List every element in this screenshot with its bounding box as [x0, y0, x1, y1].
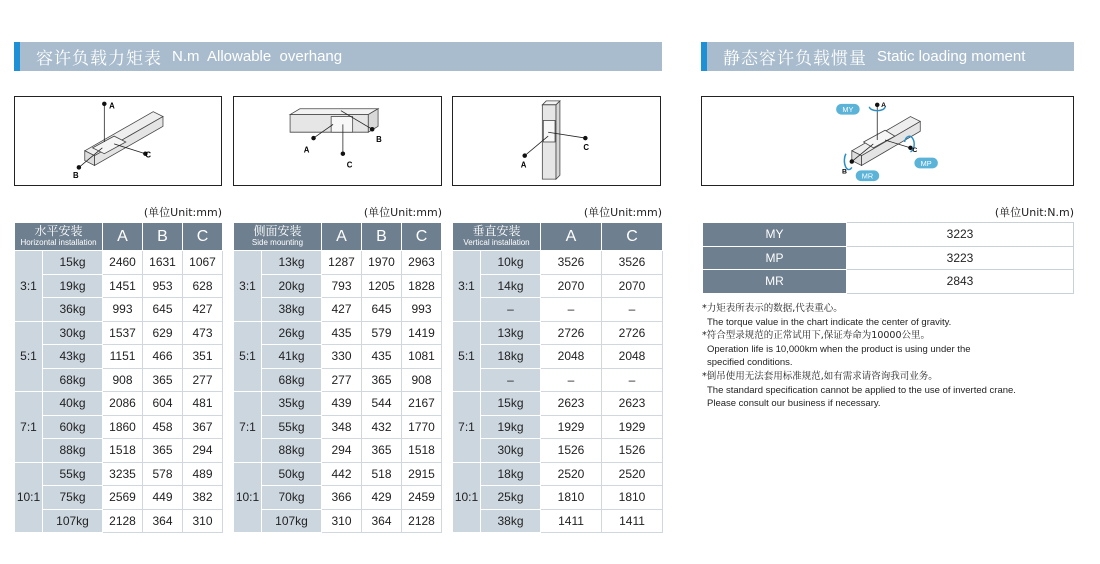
installation-title-en: Vertical installation	[463, 238, 530, 247]
moment-row	[703, 223, 1074, 247]
label-b: B	[73, 171, 79, 181]
value-cell: 993	[103, 298, 143, 322]
value-cell: 348	[322, 415, 362, 439]
value-cell: 449	[143, 486, 183, 510]
value-cell: 310	[183, 509, 223, 533]
value-cell: 1970	[362, 251, 402, 275]
load-cell: 107kg	[262, 509, 322, 533]
value-cell: 458	[143, 415, 183, 439]
label-a: A	[109, 101, 115, 111]
table-row	[15, 486, 223, 510]
table-row	[234, 392, 442, 416]
value-cell: 1081	[402, 345, 442, 369]
value-cell: 2460	[103, 251, 143, 275]
table-row	[234, 321, 442, 345]
table-row	[453, 509, 663, 533]
column-header: A	[103, 223, 143, 251]
label-b: B	[842, 168, 847, 176]
value-cell: 365	[143, 368, 183, 392]
value-cell: 1810	[541, 486, 602, 510]
value-cell: 365	[362, 439, 402, 463]
table-row	[15, 345, 223, 369]
allowable-overhang-header	[14, 42, 662, 71]
static-moment-diagram	[701, 96, 1074, 186]
value-cell: –	[602, 298, 663, 322]
value-cell: 367	[183, 415, 223, 439]
column-header: A	[322, 223, 362, 251]
label-c: C	[583, 142, 590, 152]
value-cell: 628	[183, 274, 223, 298]
table-row	[15, 392, 223, 416]
table-row	[453, 392, 663, 416]
value-cell: 1770	[402, 415, 442, 439]
table-row	[15, 298, 223, 322]
static-moment-table	[702, 222, 1074, 294]
load-cell: 75kg	[43, 486, 103, 510]
table-row	[234, 251, 442, 275]
notes-block	[702, 302, 1082, 411]
value-cell: 2915	[402, 462, 442, 486]
table-row	[453, 274, 663, 298]
value-cell: 1631	[143, 251, 183, 275]
value-cell: 1451	[103, 274, 143, 298]
value-cell: 277	[322, 368, 362, 392]
value-cell: 2726	[541, 321, 602, 345]
table-row	[15, 251, 223, 275]
value-cell: 1526	[602, 439, 663, 463]
moment-row	[703, 246, 1074, 270]
value-cell: 1411	[602, 509, 663, 533]
value-cell: 364	[143, 509, 183, 533]
value-cell: 351	[183, 345, 223, 369]
note-line: Please consult our business if necessary.	[707, 398, 881, 410]
value-cell: 2048	[602, 345, 663, 369]
value-cell: 427	[183, 298, 223, 322]
value-cell: 1828	[402, 274, 442, 298]
moment-module-illustration	[702, 97, 1073, 185]
value-cell: 2048	[541, 345, 602, 369]
column-header: C	[402, 223, 442, 251]
table-row	[15, 415, 223, 439]
reduction-ratio-cell: 7:1	[15, 392, 43, 463]
value-cell: 2726	[602, 321, 663, 345]
value-cell: 1537	[103, 321, 143, 345]
load-cell: 55kg	[262, 415, 322, 439]
value-cell: 330	[322, 345, 362, 369]
table-row	[234, 486, 442, 510]
load-cell: 13kg	[262, 251, 322, 275]
value-cell: 1067	[183, 251, 223, 275]
table-row	[453, 368, 663, 392]
value-cell: 953	[143, 274, 183, 298]
side-mounting-diagram	[233, 96, 442, 186]
value-cell: 2520	[602, 462, 663, 486]
value-cell: –	[541, 368, 602, 392]
table-row	[15, 439, 223, 463]
header-accent-bar	[14, 42, 20, 71]
vertical-installation-diagram	[452, 96, 661, 186]
moment-key: MY	[703, 223, 847, 247]
load-cell: 107kg	[43, 509, 103, 533]
value-cell: 2623	[541, 392, 602, 416]
load-cell: 18kg	[481, 345, 541, 369]
label-a: A	[520, 160, 527, 170]
value-cell: 1860	[103, 415, 143, 439]
value-cell: 489	[183, 462, 223, 486]
reduction-ratio-cell: 3:1	[453, 251, 481, 322]
reduction-ratio-cell: 5:1	[234, 321, 262, 392]
value-cell: 277	[183, 368, 223, 392]
side-module-illustration	[234, 97, 441, 185]
installation-title-cn: 侧面安装	[253, 224, 302, 238]
table-row	[453, 439, 663, 463]
reduction-ratio-cell: 3:1	[15, 251, 43, 322]
load-cell: –	[481, 298, 541, 322]
load-cell: 55kg	[43, 462, 103, 486]
value-cell: 439	[322, 392, 362, 416]
load-cell: 19kg	[43, 274, 103, 298]
header-accent-bar	[701, 42, 707, 71]
label-c: C	[145, 150, 152, 160]
value-cell: 466	[143, 345, 183, 369]
moment-value: 2843	[847, 270, 1074, 294]
table-row	[15, 368, 223, 392]
column-header: B	[143, 223, 183, 251]
table-row	[234, 439, 442, 463]
load-cell: 15kg	[43, 251, 103, 275]
value-cell: 578	[143, 462, 183, 486]
table-row	[453, 321, 663, 345]
vertical-installation-table	[452, 222, 663, 533]
note-line: The standard specification cannot be applied to the use of inverted crane.	[707, 384, 1016, 396]
value-cell: 993	[402, 298, 442, 322]
table-row	[453, 486, 663, 510]
label-a: A	[881, 101, 887, 109]
my-badge: MY	[842, 105, 854, 115]
load-cell: 10kg	[481, 251, 541, 275]
value-cell: 1419	[402, 321, 442, 345]
load-cell: 41kg	[262, 345, 322, 369]
side-mounting-table	[233, 222, 442, 533]
installation-title-en: Side mounting	[251, 238, 304, 247]
table-header-row	[15, 223, 223, 251]
label-c: C	[346, 160, 353, 170]
note-line: specified conditions.	[707, 357, 793, 369]
table-row	[453, 415, 663, 439]
value-cell: 2128	[402, 509, 442, 533]
reduction-ratio-cell: 7:1	[234, 392, 262, 463]
load-cell: 40kg	[43, 392, 103, 416]
note-line: *倒吊使用无法套用标准规范,如有需求请咨询我司业务。	[702, 370, 938, 382]
moment-key: MR	[703, 270, 847, 294]
value-cell: 2167	[402, 392, 442, 416]
installation-title-cn: 水平安装	[34, 224, 83, 238]
load-cell: 25kg	[481, 486, 541, 510]
value-cell: 364	[362, 509, 402, 533]
mp-badge: MP	[920, 158, 932, 168]
value-cell: –	[541, 298, 602, 322]
value-cell: 382	[183, 486, 223, 510]
value-cell: 579	[362, 321, 402, 345]
note-line: Operation life is 10,000km when the product is using under the	[707, 343, 971, 355]
load-cell: 88kg	[43, 439, 103, 463]
table-row	[453, 462, 663, 486]
load-cell: 26kg	[262, 321, 322, 345]
table-header-row	[234, 223, 442, 251]
load-cell: 20kg	[262, 274, 322, 298]
value-cell: 1518	[402, 439, 442, 463]
load-cell: 38kg	[481, 509, 541, 533]
header-title-cn: 静态容许负载惯量	[723, 49, 867, 69]
load-cell: 30kg	[481, 439, 541, 463]
reduction-ratio-cell: 10:1	[15, 462, 43, 533]
value-cell: 435	[322, 321, 362, 345]
load-cell: 36kg	[43, 298, 103, 322]
value-cell: –	[602, 368, 663, 392]
value-cell: 629	[143, 321, 183, 345]
load-cell: 43kg	[43, 345, 103, 369]
value-cell: 3526	[602, 251, 663, 275]
value-cell: 1287	[322, 251, 362, 275]
load-cell: 13kg	[481, 321, 541, 345]
load-cell: 15kg	[481, 392, 541, 416]
value-cell: 310	[322, 509, 362, 533]
value-cell: 366	[322, 486, 362, 510]
horizontal-module-illustration	[15, 97, 221, 185]
header-title-en: Static loading moment	[877, 48, 1026, 65]
value-cell: 2070	[602, 274, 663, 298]
table-row	[234, 509, 442, 533]
load-cell: 30kg	[43, 321, 103, 345]
value-cell: 481	[183, 392, 223, 416]
table-header-row	[453, 223, 663, 251]
load-cell: 18kg	[481, 462, 541, 486]
horizontal-installation-table	[14, 222, 223, 533]
column-header: C	[602, 223, 663, 251]
load-cell: 88kg	[262, 439, 322, 463]
load-cell: 14kg	[481, 274, 541, 298]
value-cell: 518	[362, 462, 402, 486]
value-cell: 793	[322, 274, 362, 298]
column-header: B	[362, 223, 402, 251]
value-cell: 435	[362, 345, 402, 369]
table-row	[234, 274, 442, 298]
value-cell: 365	[143, 439, 183, 463]
value-cell: 2520	[541, 462, 602, 486]
value-cell: 1810	[602, 486, 663, 510]
column-header: A	[541, 223, 602, 251]
installation-title	[453, 223, 541, 251]
table-row	[15, 509, 223, 533]
value-cell: 294	[183, 439, 223, 463]
table-row	[15, 462, 223, 486]
value-cell: 442	[322, 462, 362, 486]
moment-value: 3223	[847, 223, 1074, 247]
installation-title	[15, 223, 103, 251]
load-cell: 60kg	[43, 415, 103, 439]
vertical-module-illustration	[453, 97, 660, 185]
value-cell: 544	[362, 392, 402, 416]
static-moment-header	[701, 42, 1074, 71]
reduction-ratio-cell: 7:1	[453, 392, 481, 463]
value-cell: 2963	[402, 251, 442, 275]
table-row	[453, 298, 663, 322]
value-cell: 432	[362, 415, 402, 439]
table-row	[234, 368, 442, 392]
note-line: The torque value in the chart indicate the center of gravity.	[707, 316, 952, 328]
value-cell: 1929	[602, 415, 663, 439]
value-cell: 2623	[602, 392, 663, 416]
value-cell: 908	[103, 368, 143, 392]
load-cell: –	[481, 368, 541, 392]
value-cell: 365	[362, 368, 402, 392]
unit-label: (单位Unit:mm)	[363, 206, 442, 219]
table-row	[234, 298, 442, 322]
value-cell: 1526	[541, 439, 602, 463]
moment-row	[703, 270, 1074, 294]
unit-label: (单位Unit:mm)	[583, 206, 662, 219]
unit-label: (单位Unit:N.m)	[994, 206, 1074, 219]
value-cell: 1205	[362, 274, 402, 298]
reduction-ratio-cell: 5:1	[15, 321, 43, 392]
value-cell: 294	[322, 439, 362, 463]
value-cell: 1518	[103, 439, 143, 463]
reduction-ratio-cell: 3:1	[234, 251, 262, 322]
value-cell: 2128	[103, 509, 143, 533]
moment-key: MP	[703, 246, 847, 270]
mr-badge: MR	[861, 171, 874, 181]
load-cell: 68kg	[262, 368, 322, 392]
load-cell: 70kg	[262, 486, 322, 510]
moment-value: 3223	[847, 246, 1074, 270]
load-cell: 19kg	[481, 415, 541, 439]
header-title-cn: 容许负载力矩表	[36, 49, 162, 69]
value-cell: 1929	[541, 415, 602, 439]
label-a: A	[303, 145, 310, 155]
unit-label: (单位Unit:mm)	[143, 206, 222, 219]
load-cell: 35kg	[262, 392, 322, 416]
horizontal-installation-diagram	[14, 96, 222, 186]
value-cell: 429	[362, 486, 402, 510]
table-row	[234, 345, 442, 369]
load-cell: 38kg	[262, 298, 322, 322]
value-cell: 2459	[402, 486, 442, 510]
load-cell: 68kg	[43, 368, 103, 392]
label-b: B	[376, 134, 382, 144]
value-cell: 908	[402, 368, 442, 392]
note-line: *力矩表所表示的数据,代表重心。	[702, 303, 843, 314]
value-cell: 2070	[541, 274, 602, 298]
value-cell: 2086	[103, 392, 143, 416]
reduction-ratio-cell: 5:1	[453, 321, 481, 392]
installation-title-en: Horizontal installation	[20, 238, 97, 247]
table-row	[234, 415, 442, 439]
value-cell: 3526	[541, 251, 602, 275]
installation-title-cn: 垂直安装	[472, 224, 521, 238]
value-cell: 1151	[103, 345, 143, 369]
value-cell: 427	[322, 298, 362, 322]
note-line: *符合型录规范的正常试用下,保证寿命为10000公里。	[702, 330, 930, 342]
table-row	[234, 462, 442, 486]
table-row	[453, 251, 663, 275]
column-header: C	[183, 223, 223, 251]
table-row	[453, 345, 663, 369]
reduction-ratio-cell: 10:1	[453, 462, 481, 533]
value-cell: 645	[362, 298, 402, 322]
installation-title	[234, 223, 322, 251]
value-cell: 1411	[541, 509, 602, 533]
value-cell: 2569	[103, 486, 143, 510]
table-row	[15, 274, 223, 298]
value-cell: 473	[183, 321, 223, 345]
reduction-ratio-cell: 10:1	[234, 462, 262, 533]
header-title-en: N.m Allowable overhang	[172, 48, 343, 65]
load-cell: 50kg	[262, 462, 322, 486]
table-row	[15, 321, 223, 345]
label-c: C	[912, 146, 918, 154]
value-cell: 604	[143, 392, 183, 416]
value-cell: 3235	[103, 462, 143, 486]
value-cell: 645	[143, 298, 183, 322]
